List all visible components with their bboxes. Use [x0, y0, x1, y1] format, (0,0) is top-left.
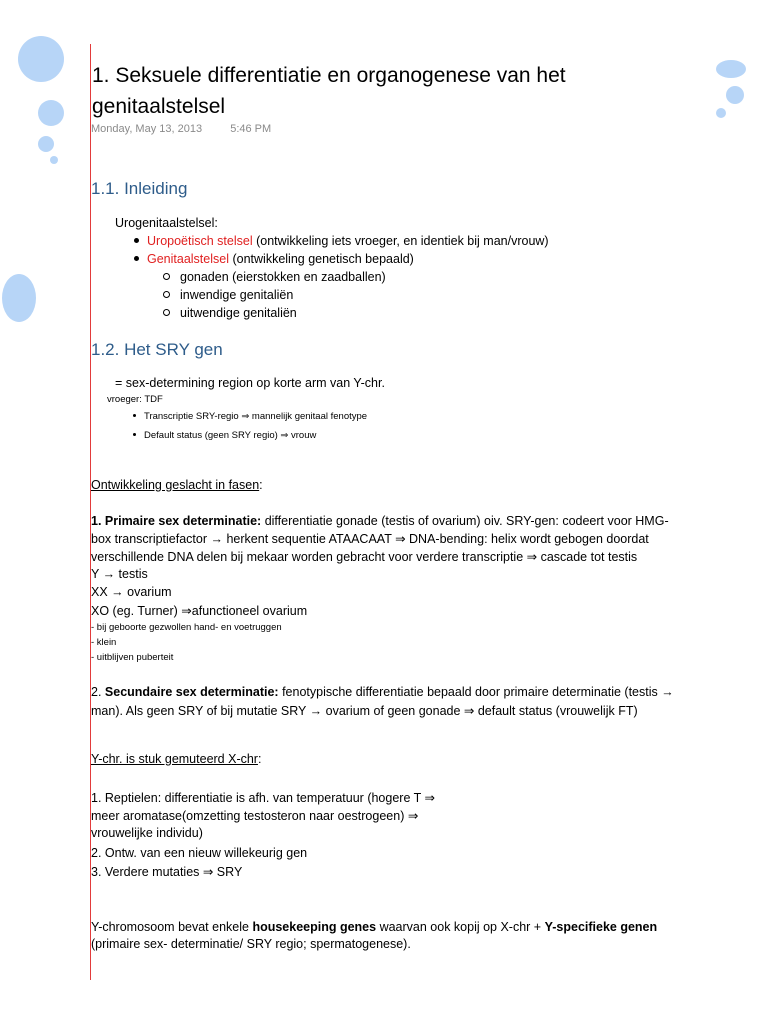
list-item: Genitaalstelsel (ontwikkeling genetisch bepaald)	[134, 252, 414, 266]
turner-note: - klein	[91, 637, 117, 648]
intro-text: Urogenitaalstelsel:	[115, 216, 218, 230]
decorative-dot	[716, 60, 746, 78]
list-item: Uropoëtisch stelsel (ontwikkeling iets vroeger, en identiek bij man/vrouw)	[134, 234, 549, 248]
page-time: 5:46 PM	[230, 123, 272, 135]
turner-note: - bij geboorte gezwollen hand- en voetruggen	[91, 622, 282, 633]
secundaire-line-2: man). Als geen SRY of bij mutatie SRY → ovarium of geen gonade ⇒ default status (vrouwelijk FT)	[91, 704, 638, 718]
decorative-dot	[38, 100, 64, 126]
circle-bullet-icon	[163, 309, 170, 316]
circle-bullet-icon	[163, 291, 170, 298]
ontwikkeling-heading: Ontwikkeling geslacht in fasen:	[91, 478, 263, 492]
page-meta	[91, 123, 271, 135]
ychromosoom-line-1: Y-chromosoom bevat enkele housekeeping genes waarvan ook kopij op X-chr + Y-specifieke genen	[91, 920, 658, 934]
bullet-icon	[133, 433, 136, 436]
decorative-dot	[716, 108, 726, 118]
decorative-dot	[18, 36, 64, 82]
primaire-line-2: box transcriptiefactor → herkent sequentie ATAACAAT ⇒ DNA-bending: helix wordt gebogen doordat	[91, 532, 649, 546]
turner-note: - uitblijven puberteit	[91, 652, 174, 663]
sry-definition: = sex-determining region op korte arm van Y-chr.	[115, 376, 385, 390]
heading-inleiding: 1.1. Inleiding	[91, 179, 188, 198]
ychromosoom-line-2: (primaire sex- determinatie/ SRY regio; spermatogenese).	[91, 937, 411, 951]
ychr-line: vrouwelijke individu)	[91, 826, 203, 840]
y-testis: Y → testis	[91, 567, 148, 581]
decorative-dot	[726, 86, 744, 104]
primaire-line-1: 1. Primaire sex determinatie: differentiatie gonade (testis of ovarium) oiv. SRY-gen: codeert voor HMG-	[91, 514, 669, 528]
heading-sry-gen: 1.2. Het SRY gen	[91, 340, 223, 359]
decorative-dot	[2, 274, 36, 322]
decorative-dot	[38, 136, 54, 152]
sub-list-item: uitwendige genitaliën	[163, 306, 297, 320]
xx-ovarium: XX → ovarium	[91, 585, 172, 599]
sub-list-item: gonaden (eierstokken en zaadballen)	[163, 270, 386, 284]
xo-turner: XO (eg. Turner) ⇒afunctioneel ovarium	[91, 604, 308, 618]
bullet-icon	[134, 238, 139, 243]
sub-list-item: inwendige genitaliën	[163, 288, 293, 302]
ychr-line: 1. Reptielen: differentiatie is afh. van temperatuur (hogere T ⇒	[91, 791, 436, 805]
circle-bullet-icon	[163, 273, 170, 280]
secundaire-line-1: 2. Secundaire sex determinatie: fenotypische differentiatie bepaald door primaire determinatie (testis →	[91, 685, 674, 699]
list-item: Default status (geen SRY regio) ⇒ vrouw	[133, 430, 316, 441]
vroeger-note: vroeger: TDF	[107, 394, 163, 405]
page-title-line-1: 1. Seksuele differentiatie en organogenese van het	[92, 64, 566, 87]
ychr-line: 3. Verdere mutaties ⇒ SRY	[91, 865, 243, 879]
bullet-icon	[134, 256, 139, 261]
ychr-heading: Y-chr. is stuk gemuteerd X-chr:	[91, 752, 262, 766]
page-date: Monday, May 13, 2013	[91, 123, 203, 135]
ychr-line: 2. Ontw. van een nieuw willekeurig gen	[91, 846, 308, 860]
decorative-dot	[50, 156, 58, 164]
page-title-line-2: genitaalstelsel	[92, 95, 226, 118]
list-item: Transcriptie SRY-regio ⇒ mannelijk genitaal fenotype	[133, 411, 367, 422]
bullet-icon	[133, 414, 136, 417]
primaire-line-3: verschillende DNA delen bij mekaar worden gebracht voor verdere transcriptie ⇒ cascade tot testis	[91, 550, 638, 564]
ychr-line: meer aromatase(omzetting testosteron naar oestrogeen) ⇒	[91, 809, 419, 823]
